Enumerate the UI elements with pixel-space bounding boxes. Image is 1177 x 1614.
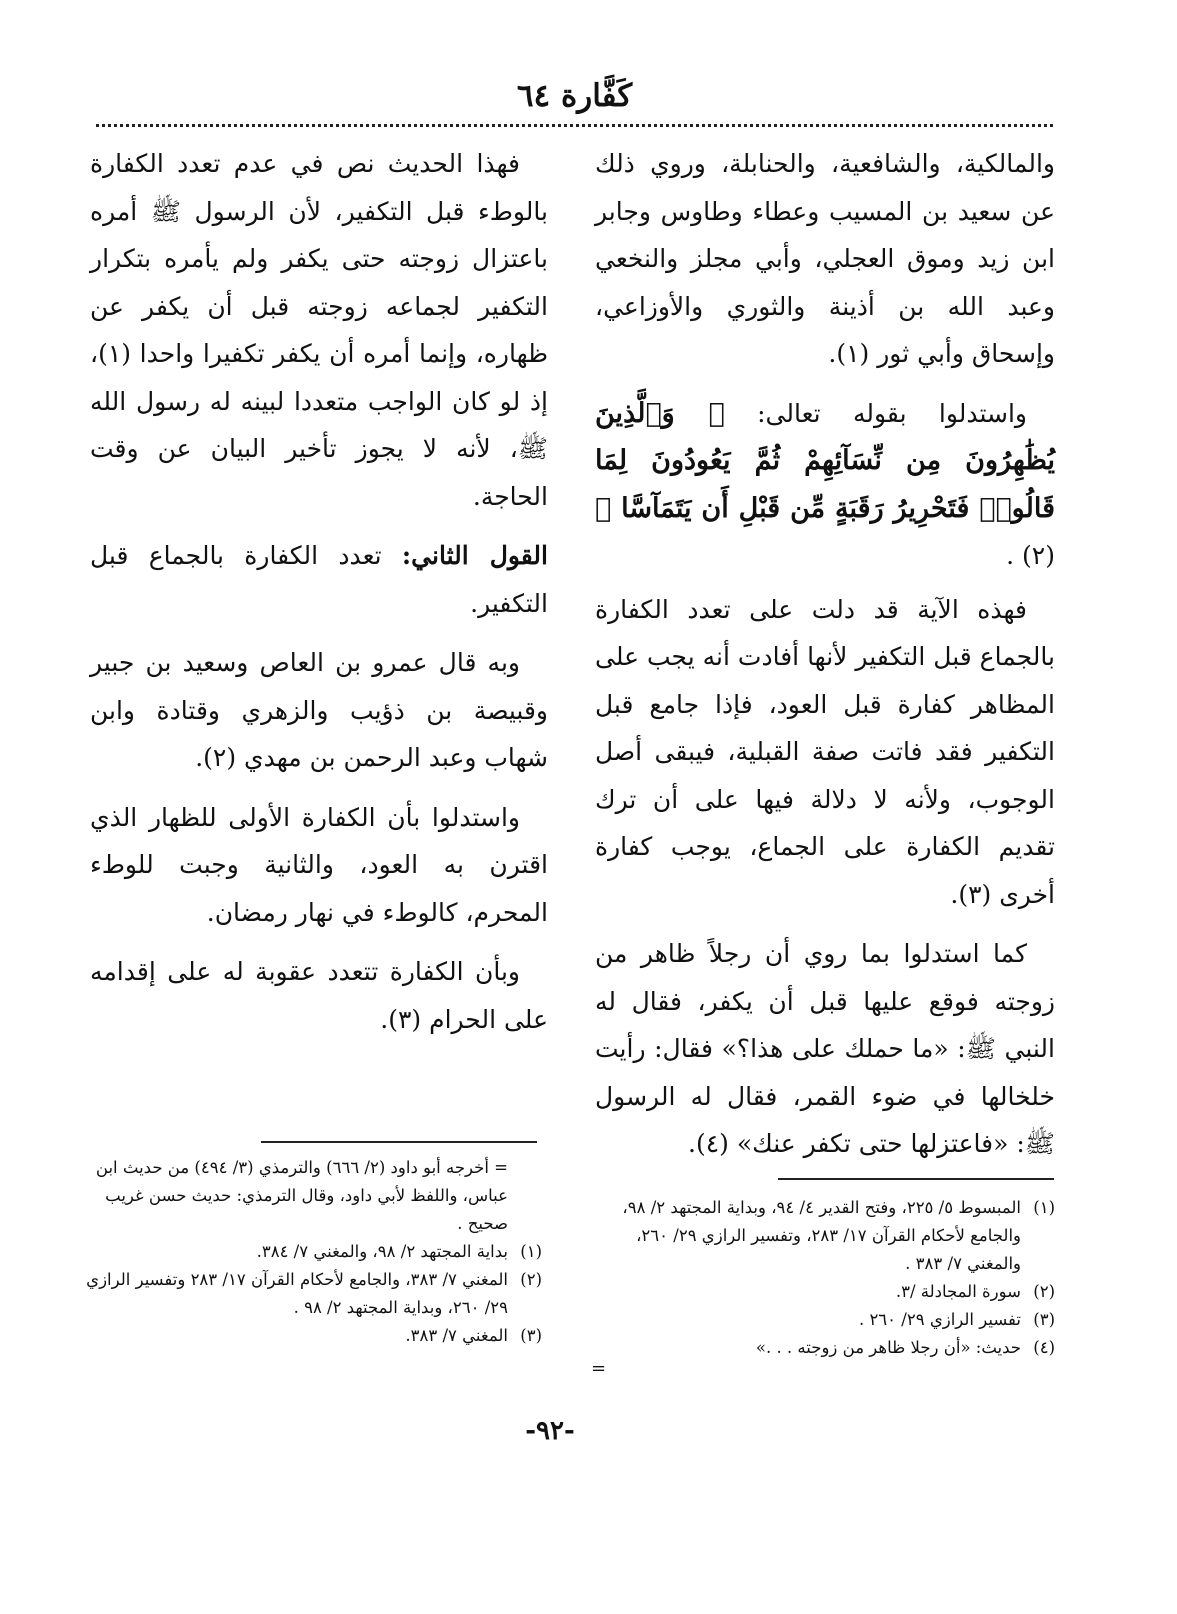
footnote (86, 1238, 542, 1266)
paragraph: والمالكية، والشافعية، والحنابلة، وروي ذلك عن سعيد بن المسيب وعطاء وطاوس وجابر ابن زيد وموق العجلي، وأبي مجلز والنخعي وعبد الله بن أذينة والثوري والأوزاعي، وإسحاق وأبي ثور (١). (595, 149, 1055, 368)
verse-intro-text: واستدلوا بقوله تعالى: (757, 398, 1028, 428)
footnote (583, 1278, 1055, 1306)
footnote-text: سورة المجادلة /٣. (895, 1282, 1021, 1301)
footnote-number: (٤) (1033, 1338, 1055, 1357)
footnote-number: (١) (520, 1242, 542, 1261)
paragraph-verse-intro (595, 390, 1055, 580)
page-number: -٩٢- (525, 1416, 575, 1446)
paragraph: وبأن الكفارة تتعدد عقوبة له على إقدامه على الحرام (٣). (90, 957, 548, 1034)
verse-footnote-ref: (٢) . (1006, 541, 1055, 570)
paragraph: فهذا الحديث نص في عدم تعدد الكفارة بالوطء قبل التكفير، لأن الرسول ﷺ أمره باعتزال زوجته حتى يكفر ولم يأمره بتكرار التكفير لجماعه زوجته قبل أن يكفر عن ظهاره، وإنما أمره أن يكفر تكفيرا واحدا (١)، إذ لو كان الواجب متعددا لبينه له رسول الله ﷺ، لأنه لا يجوز تأخير البيان عن وقت الحاجة. (90, 149, 548, 511)
paragraph: وبه قال عمرو بن العاص وسعيد بن جبير وقبيصة بن ذؤيب والزهري وقتادة وابن شهاب وعبد الرحمن بن مهدي (٢). (90, 648, 548, 772)
paragraph: فهذه الآية قد دلت على تعدد الكفارة بالجماع قبل التكفير لأنها أفادت أنه يجب على المظاهر كفارة قبل العود، فإذا جامع قبل التكفير فقد فاتت صفة القبلية، فيبقى أصل الوجوب، ولأنه لا دلالة فيها على أن ترك تقديم الكفارة على الجماع، يوجب كفارة أخرى (٣). (595, 594, 1055, 909)
footnote (86, 1322, 542, 1350)
footnote (583, 1334, 1055, 1362)
right-text-column (595, 140, 1055, 1180)
quran-verse: ﴿ وَٱلَّذِينَ يُظَٰهِرُونَ مِن نِّسَآئِهِمْ ثُمَّ يَعُودُونَ لِمَا قَالُوا۟ فَتَحْرِيرُ رَقَبَةٍ مِّن قَبْلِ أَن يَتَمَآسَّا ﴾ (595, 397, 1055, 524)
footnotes-right (583, 1194, 1055, 1362)
paragraph: واستدلوا بأن الكفارة الأولى للظهار الذي اقترن به العود، والثانية وجبت للوطء المحرم، كالوطء في نهار رمضان. (90, 802, 548, 927)
footnote-text: حديث: «أن رجلا ظاهر من زوجته . . .» (755, 1338, 1021, 1357)
footnotes-left (86, 1154, 542, 1350)
footnote-text: المغني ٧/ ٣٨٣. (405, 1326, 508, 1345)
section-heading-text: تعدد الكفارة بالجماع قبل التكفير. (90, 541, 548, 618)
footnote-number: (٢) (1033, 1282, 1055, 1301)
footnote (86, 1266, 542, 1322)
footnote-number: (١) (1033, 1198, 1055, 1217)
footnote-number: (٣) (1033, 1310, 1055, 1329)
page-header-title: كَفَّارة ٦٤ (516, 78, 633, 114)
footnote-separator-left (261, 1141, 537, 1143)
footnote (583, 1306, 1055, 1334)
footnote-separator-right (778, 1178, 1054, 1180)
paragraph: كما استدلوا بما روي أن رجلاً ظاهر من زوجته فوقع عليها قبل أن يكفر، فقال له النبي ﷺ: «ما حملك على هذا؟» فقال: رأيت خلخالها في ضوء القمر، فقال له الرسول ﷺ: «فاعتزلها حتى تكفر عنك» (٤). (595, 939, 1055, 1158)
footnote-text: المبسوط ٥/ ٢٢٥، وفتح القدير ٤/ ٩٤، وبداية المجتهد ٢/ ٩٨، والجامع لأحكام القرآن ١٧/ ٢٨٣، وتفسير الرازي ٢٩/ ٢٦٠، والمغني ٧/ ٣٨٣ . (622, 1198, 1021, 1273)
header-dotted-rule (96, 124, 1053, 127)
footnote-text: بداية المجتهد ٢/ ٩٨، والمغني ٧/ ٣٨٤. (256, 1242, 508, 1261)
section-heading: القول الثاني: (401, 541, 548, 570)
footnote-continuation-mark: = (591, 1358, 607, 1379)
footnote-number: (٣) (520, 1326, 542, 1345)
footnote-number: (٢) (520, 1270, 542, 1289)
footnote (583, 1194, 1055, 1278)
left-text-column (90, 140, 548, 1055)
footnote-text: تفسير الرازي ٢٩/ ٢٦٠ . (858, 1310, 1021, 1329)
footnote-continuation: = أخرجه أبو داود (٢/ ٦٦٦) والترمذي (٣/ ٤٩٤) من حديث ابن عباس، واللفظ لأبي داود، وقال الترمذي: حديث حسن غريب صحيح . (95, 1158, 508, 1233)
paragraph-second-opinion (90, 532, 548, 627)
footnote-text: المغني ٧/ ٣٨٣، والجامع لأحكام القرآن ١٧/ ٢٨٣ وتفسير الرازي ٢٩/ ٢٦٠، وبداية المجتهد ٢/ ٩٨ . (86, 1270, 508, 1317)
